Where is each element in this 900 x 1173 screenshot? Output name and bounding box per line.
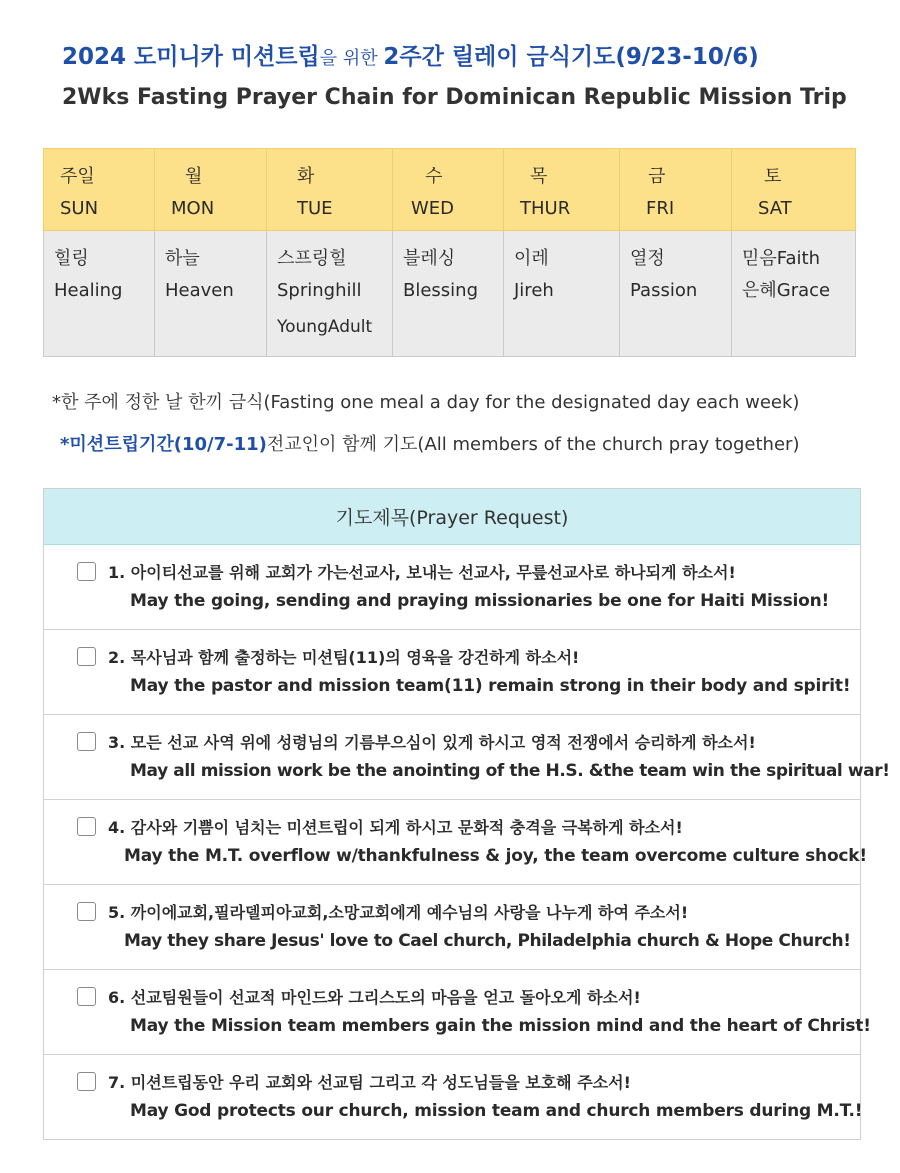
fasting-note: *한 주에 정한 날 한끼 금식(Fasting one meal a day for the designated day each week) bbox=[52, 392, 800, 413]
schedule-days-row bbox=[44, 149, 856, 231]
prayer-item-english: May the M.T. overflow w/thankfulness & joy, the team overcome culture shock! bbox=[124, 846, 867, 866]
page-title-english: 2Wks Fasting Prayer Chain for Dominican Republic Mission Trip bbox=[62, 85, 847, 110]
team-cell bbox=[155, 231, 267, 357]
day-cell bbox=[44, 149, 155, 231]
day-korean: 금 bbox=[648, 166, 666, 187]
prayer-item-english: May the pastor and mission team(11) remain strong in their body and spirit! bbox=[130, 676, 851, 696]
prayer-item bbox=[44, 630, 860, 715]
prayer-checkbox[interactable] bbox=[77, 817, 96, 836]
day-english: WED bbox=[411, 198, 455, 219]
prayer-item bbox=[44, 800, 867, 885]
prayer-item-english: May they share Jesus' love to Cael church, Philadelphia church & Hope Church! bbox=[124, 931, 851, 951]
day-cell bbox=[504, 149, 620, 231]
prayer-request-header: 기도제목(Prayer Request) bbox=[44, 489, 860, 545]
day-cell bbox=[732, 149, 856, 231]
day-korean: 목 bbox=[530, 166, 548, 187]
prayer-item-korean: 3. 모든 선교 사역 위에 성령님의 기름부으심이 있게 하시고 영적 전쟁에서 승리하게 하소서! bbox=[108, 733, 756, 752]
day-english: SUN bbox=[60, 198, 99, 219]
prayer-checkbox[interactable] bbox=[77, 987, 96, 1006]
prayer-item-korean: 4. 감사와 기쁨이 넘치는 미션트립이 되게 하시고 문화적 충격을 극복하게 하소서! bbox=[108, 818, 683, 837]
page-title-korean bbox=[62, 38, 882, 71]
team-korean: 하늘 bbox=[165, 248, 200, 269]
title-korean-part2: 2주간 릴레이 금식기도(9/23-10/6) bbox=[383, 44, 759, 70]
fasting-schedule-table bbox=[43, 148, 856, 357]
prayer-item-korean: 6. 선교팀원들이 선교적 마인드와 그리스도의 마음을 얻고 돌아오게 하소서! bbox=[108, 988, 641, 1007]
prayer-checkbox[interactable] bbox=[77, 732, 96, 751]
team-english: Passion bbox=[630, 280, 698, 301]
day-english: MON bbox=[171, 198, 215, 219]
title-korean-connector: 을 위한 bbox=[319, 48, 384, 69]
day-cell bbox=[393, 149, 504, 231]
prayer-item-english: May the going, sending and praying missionaries be one for Haiti Mission! bbox=[130, 591, 830, 611]
prayer-item-korean: 7. 미션트립동안 우리 교회와 선교팀 그리고 각 성도님들을 보호해 주소서! bbox=[108, 1073, 631, 1092]
team-extra: YoungAdult bbox=[277, 317, 373, 337]
prayer-item bbox=[44, 1055, 863, 1140]
prayer-checkbox[interactable] bbox=[77, 647, 96, 666]
prayer-item-korean: 5. 까이에교회,필라델피아교회,소망교회에게 예수님의 사랑을 나누게 하여 주소서! bbox=[108, 903, 689, 922]
team-cell bbox=[393, 231, 504, 357]
day-korean: 월 bbox=[185, 166, 203, 187]
day-korean: 화 bbox=[297, 166, 315, 187]
team-cell bbox=[732, 231, 856, 357]
prayer-item-english: May the Mission team members gain the mission mind and the heart of Christ! bbox=[130, 1016, 871, 1036]
prayer-checkbox[interactable] bbox=[77, 902, 96, 921]
prayer-item-english: May God protects our church, mission team and church members during M.T.! bbox=[130, 1101, 863, 1121]
mission-period-highlight: *미션트립기간(10/7-11) bbox=[60, 434, 267, 455]
day-korean: 주일 bbox=[60, 166, 95, 187]
team-cell bbox=[44, 231, 155, 357]
prayer-checkbox[interactable] bbox=[77, 562, 96, 581]
prayer-item-korean: 1. 아이티선교를 위해 교회가 가는선교사, 보내는 선교사, 무릎선교사로 하나되게 하소서! bbox=[108, 563, 736, 582]
prayer-item bbox=[44, 970, 871, 1055]
team-korean: 열정 bbox=[630, 248, 665, 269]
team-cell bbox=[267, 231, 393, 357]
team-english: Blessing bbox=[403, 280, 479, 301]
team-korean: 믿음Faith bbox=[742, 248, 820, 269]
team-korean: 블레싱 bbox=[403, 248, 456, 269]
prayer-item bbox=[44, 885, 860, 970]
day-korean: 토 bbox=[764, 166, 782, 187]
mission-period-note bbox=[60, 430, 799, 456]
day-cell bbox=[620, 149, 732, 231]
schedule-teams-row bbox=[44, 231, 856, 357]
team-cell bbox=[620, 231, 732, 357]
team-english: 은혜Grace bbox=[742, 280, 831, 301]
prayer-item bbox=[44, 545, 860, 630]
team-english: Springhill bbox=[277, 280, 362, 301]
title-korean-part1: 2024 도미니카 미션트립 bbox=[62, 44, 320, 70]
mission-period-text: 전교인이 함께 기도(All members of the church pray together) bbox=[266, 434, 800, 455]
day-korean: 수 bbox=[425, 166, 443, 187]
team-english: Healing bbox=[54, 280, 123, 301]
day-english: FRI bbox=[646, 198, 675, 219]
day-cell bbox=[155, 149, 267, 231]
team-english: Jireh bbox=[514, 280, 554, 301]
team-cell bbox=[504, 231, 620, 357]
team-korean: 스프링힐 bbox=[277, 248, 347, 269]
prayer-item-english: May all mission work be the anointing of the H.S. &the team win the spiritual war! bbox=[130, 761, 890, 781]
prayer-item bbox=[44, 715, 890, 800]
team-korean: 힐링 bbox=[54, 248, 89, 269]
team-english: Heaven bbox=[165, 280, 234, 301]
prayer-checkbox[interactable] bbox=[77, 1072, 96, 1091]
day-english: THUR bbox=[520, 198, 571, 219]
day-english: TUE bbox=[297, 198, 333, 219]
prayer-item-korean: 2. 목사님과 함께 출정하는 미션팀(11)의 영육을 강건하게 하소서! bbox=[108, 648, 580, 667]
day-cell bbox=[267, 149, 393, 231]
day-english: SAT bbox=[758, 198, 792, 219]
prayer-request-list bbox=[43, 488, 890, 1140]
team-korean: 이레 bbox=[514, 248, 549, 269]
